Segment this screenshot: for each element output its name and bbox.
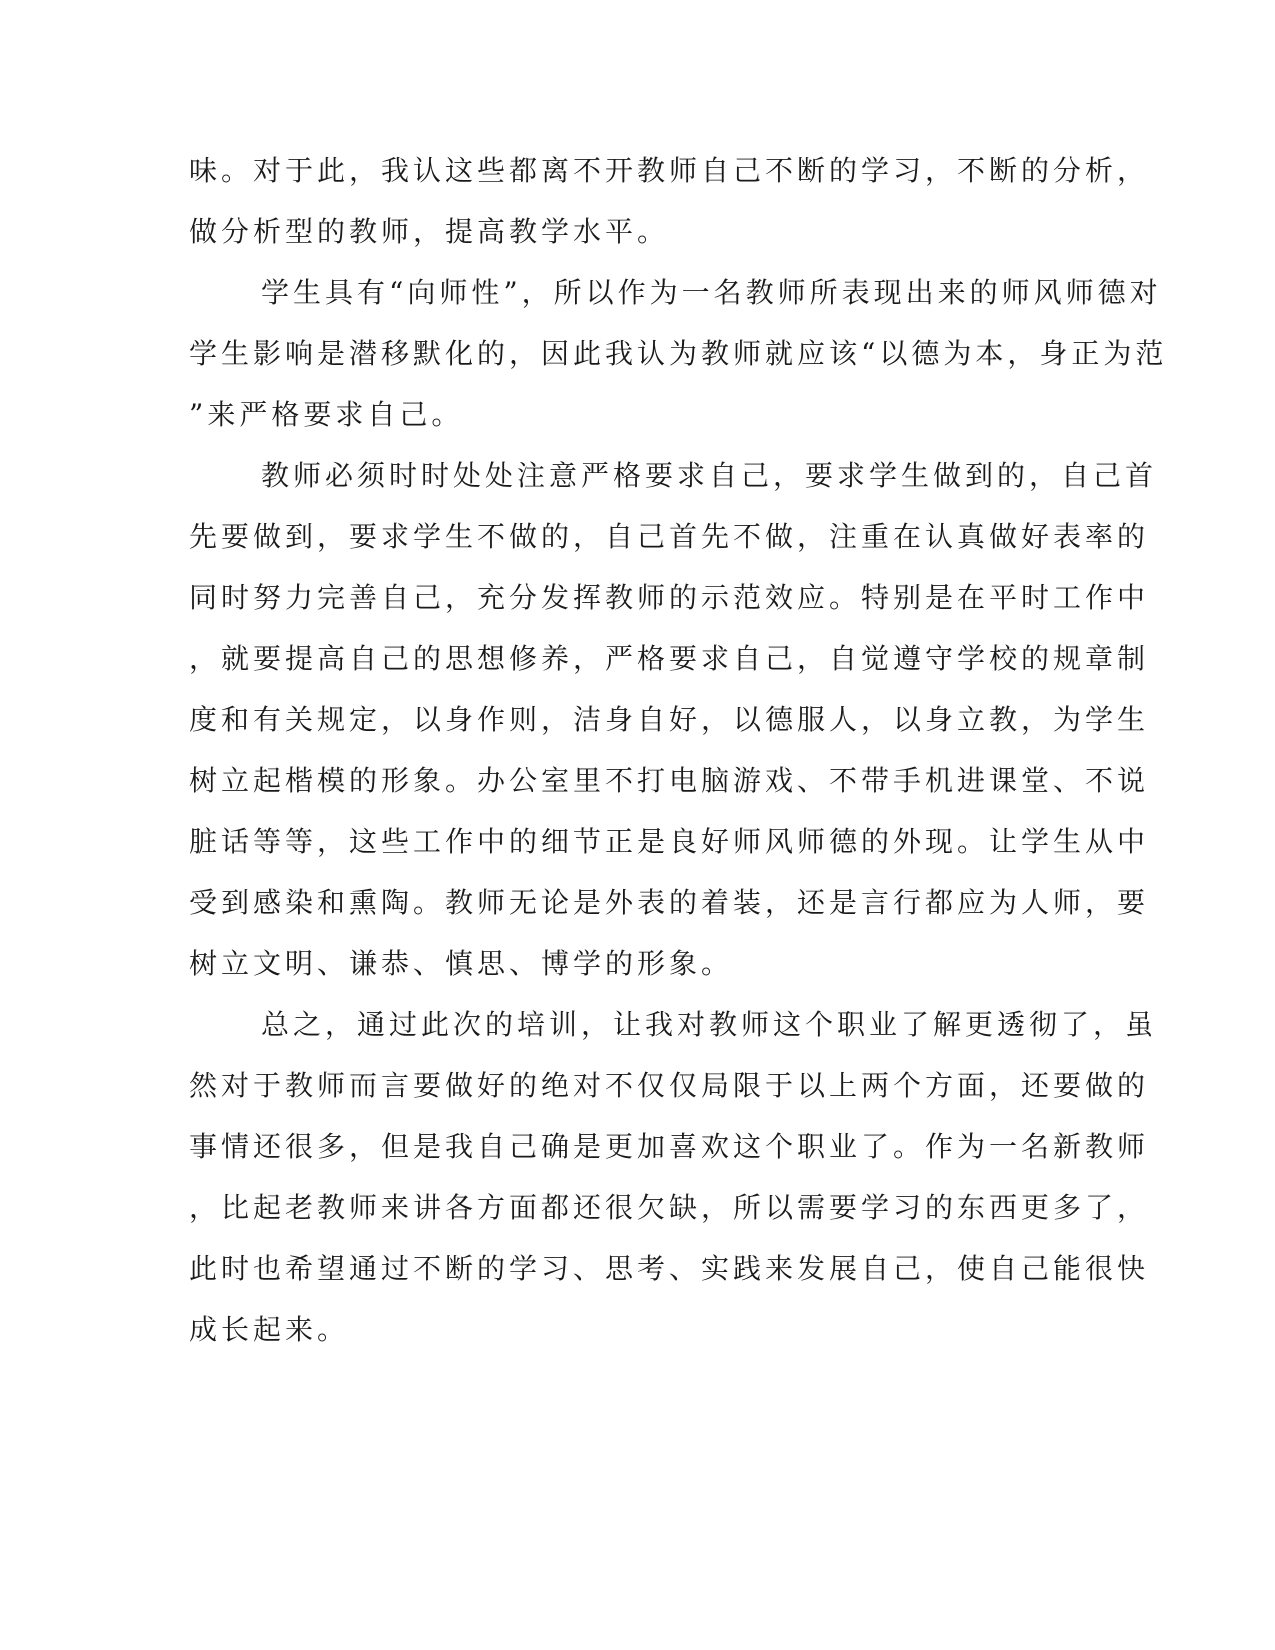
paragraph-line: 味。对于此，我认这些都离不开教师自己不断的学习，不断的分析， bbox=[189, 154, 1150, 187]
paragraph-line: 然对于教师而言要做好的绝对不仅仅局限于以上两个方面，还要做的 bbox=[189, 1069, 1150, 1102]
paragraph-line: 此时也希望通过不断的学习、思考、实践来发展自己，使自己能很快 bbox=[189, 1252, 1150, 1285]
paragraph-line: 树立文明、谦恭、慎思、博学的形象。 bbox=[189, 947, 734, 980]
paragraph-line: ，比起老教师来讲各方面都还很欠缺，所以需要学习的东西更多了， bbox=[189, 1191, 1150, 1224]
paragraph-line: 教师必须时时处处注意严格要求自己，要求学生做到的，自己首 bbox=[261, 459, 1158, 492]
paragraph-line: 脏话等等，这些工作中的细节正是良好师风师德的外现。让学生从中 bbox=[189, 825, 1150, 858]
paragraph-line: 学生具有“向师性”，所以作为一名教师所表现出来的师风师德对 bbox=[261, 276, 1162, 309]
paragraph-line: 总之，通过此次的培训，让我对教师这个职业了解更透彻了，虽 bbox=[261, 1008, 1158, 1041]
paragraph-line: 树立起楷模的形象。办公室里不打电脑游戏、不带手机进课堂、不说 bbox=[189, 764, 1150, 797]
paragraph-3 bbox=[189, 445, 1158, 994]
paragraph-line: 事情还很多，但是我自己确是更加喜欢这个职业了。作为一名新教师 bbox=[189, 1130, 1150, 1163]
paragraph-2 bbox=[189, 262, 1168, 445]
document-body bbox=[189, 140, 1168, 1360]
paragraph-line: ，就要提高自己的思想修养，严格要求自己，自觉遵守学校的规章制 bbox=[189, 642, 1150, 675]
paragraph-line: 度和有关规定，以身作则，洁身自好，以德服人，以身立教，为学生 bbox=[189, 703, 1150, 736]
paragraph-line: ”来严格要求自己。 bbox=[189, 398, 464, 431]
paragraph-1 bbox=[189, 140, 1150, 262]
paragraph-line: 先要做到，要求学生不做的，自己首先不做，注重在认真做好表率的 bbox=[189, 520, 1150, 553]
paragraph-line: 受到感染和熏陶。教师无论是外表的着装，还是言行都应为人师，要 bbox=[189, 886, 1150, 919]
paragraph-line: 做分析型的教师，提高教学水平。 bbox=[189, 215, 670, 248]
paragraph-4 bbox=[189, 994, 1158, 1360]
paragraph-line: 学生影响是潜移默化的，因此我认为教师就应该“以德为本，身正为范 bbox=[189, 337, 1168, 370]
paragraph-line: 成长起来。 bbox=[189, 1313, 350, 1346]
paragraph-line: 同时努力完善自己，充分发挥教师的示范效应。特别是在平时工作中 bbox=[189, 581, 1150, 614]
